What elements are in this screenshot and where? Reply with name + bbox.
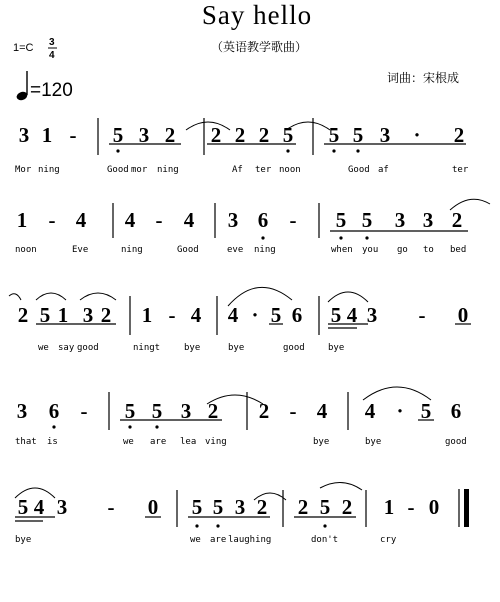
lyric: that [15, 437, 37, 447]
note: 3 [82, 303, 94, 327]
rest: 0 [457, 303, 469, 327]
lyric: go [397, 245, 408, 255]
note: 2 [100, 303, 112, 327]
low-octave-dot [216, 524, 219, 527]
low-octave-dot [332, 149, 335, 152]
note: 4 [33, 495, 45, 519]
lyric: cry [380, 535, 397, 545]
note: 5 [39, 303, 51, 327]
note: 2 [453, 123, 465, 147]
lyric: ning [254, 245, 276, 255]
lyric: laughing [228, 535, 272, 545]
key-signature: 1=C [13, 42, 34, 54]
note: 3 [227, 208, 239, 232]
lyric: say [58, 343, 75, 353]
note: 2 [234, 123, 246, 147]
lyric: bye [184, 343, 201, 353]
note: 3 [422, 208, 434, 232]
note: 2 [258, 123, 270, 147]
system-5 [15, 482, 469, 545]
low-octave-dot [155, 425, 158, 428]
lyric: bed [450, 245, 467, 255]
note: 6 [48, 399, 60, 423]
note: 2 [258, 399, 270, 423]
note: 2 [207, 399, 219, 423]
dash: - [407, 495, 415, 519]
lyric: to [423, 245, 434, 255]
note: 3 [16, 399, 28, 423]
note: 4 [124, 208, 136, 232]
system-4 [15, 387, 467, 447]
note: 5 [361, 208, 373, 232]
low-octave-dot [286, 149, 289, 152]
low-octave-dot [128, 425, 131, 428]
note: 3 [180, 399, 192, 423]
dash: - [289, 399, 297, 423]
low-octave-dot [365, 236, 368, 239]
lyric: you [362, 245, 379, 255]
rest: 0 [147, 495, 159, 519]
note: 5 [17, 495, 29, 519]
tie [9, 294, 21, 300]
note: 2 [164, 123, 176, 147]
lyric: good [445, 437, 467, 447]
lyric: don't [311, 535, 339, 545]
note: 5 [328, 123, 340, 147]
low-octave-dot [116, 149, 119, 152]
quarter-note-icon [15, 71, 28, 102]
song-title: Say hello [201, 0, 313, 30]
note: 5 [352, 123, 364, 147]
lyric: Eve [72, 245, 89, 255]
note: 5 [335, 208, 347, 232]
slur [328, 292, 368, 302]
dash: - [48, 208, 56, 232]
low-octave-dot [339, 236, 342, 239]
time-signature-top: 3 [49, 37, 55, 48]
lyric: eve [227, 245, 244, 255]
note: 2 [17, 303, 29, 327]
lyric: bye [313, 437, 330, 447]
note: 4 [190, 303, 202, 327]
lyric: ning [157, 165, 179, 175]
lyric: ning [38, 165, 60, 175]
dash: - [418, 303, 426, 327]
note: 5 [330, 303, 342, 327]
note: 5 [319, 495, 331, 519]
note: 3 [56, 495, 68, 519]
note: 1 [57, 303, 69, 327]
dash: - [155, 208, 163, 232]
note: 1 [141, 303, 153, 327]
note: 5 [151, 399, 163, 423]
lyric: good [283, 343, 305, 353]
note: 6 [450, 399, 462, 423]
lyric: ningt [133, 343, 161, 353]
lyric: af [378, 165, 389, 175]
lyric: good [77, 343, 99, 353]
lyric: is [47, 437, 58, 447]
note: 6 [291, 303, 303, 327]
lyric: mor [131, 165, 148, 175]
lyric: Good [107, 165, 129, 175]
lyric: Good [348, 165, 370, 175]
dash: - [107, 495, 115, 519]
dash: - [69, 123, 77, 147]
note: 4 [346, 303, 358, 327]
lyric: ning [121, 245, 143, 255]
dot-augmentation: · [251, 303, 259, 327]
dash: - [80, 399, 88, 423]
lyric: Mor [15, 165, 32, 175]
lyric: bye [15, 535, 32, 545]
system-2 [15, 199, 490, 255]
note: 5 [420, 399, 432, 423]
lyric: are [150, 437, 167, 447]
lyric: we [38, 343, 49, 353]
low-octave-dot [195, 524, 198, 527]
note: 3 [234, 495, 246, 519]
lyric: Good [177, 245, 199, 255]
low-octave-dot [52, 425, 55, 428]
low-octave-dot [323, 524, 326, 527]
note: 5 [124, 399, 136, 423]
note: 5 [112, 123, 124, 147]
tempo-mark: =120 [30, 80, 73, 101]
lyric: are [210, 535, 227, 545]
note: 2 [210, 123, 222, 147]
system-3 [9, 287, 471, 353]
note: 4 [183, 208, 195, 232]
lyric: when [331, 245, 353, 255]
time-signature-bottom: 4 [49, 50, 55, 61]
credit: 词曲：宋根成 [387, 71, 460, 85]
note: 3 [379, 123, 391, 147]
note: 2 [341, 495, 353, 519]
lyric: we [190, 535, 201, 545]
dash: - [168, 303, 176, 327]
note: 2 [451, 208, 463, 232]
lyric: bye [328, 343, 345, 353]
note: 1 [383, 495, 395, 519]
rest: 0 [428, 495, 440, 519]
note: 2 [256, 495, 268, 519]
low-octave-dot [356, 149, 359, 152]
final-barline-thick [464, 489, 469, 527]
slur [36, 293, 66, 300]
note: 3 [18, 123, 30, 147]
note: 4 [316, 399, 328, 423]
lyric: ving [205, 437, 227, 447]
low-octave-dot [261, 236, 264, 239]
note: 4 [227, 303, 239, 327]
note: 6 [257, 208, 269, 232]
note: 1 [41, 123, 53, 147]
song-subtitle: （英语教学歌曲） [210, 40, 308, 54]
tie [186, 122, 230, 130]
note: 5 [212, 495, 224, 519]
lyric: noon [15, 245, 37, 255]
system-1 [15, 118, 469, 175]
lyric: ter [255, 165, 272, 175]
note: 3 [366, 303, 378, 327]
lyric: ter [452, 165, 469, 175]
note: 5 [282, 123, 294, 147]
lyric: noon [279, 165, 301, 175]
lyric: Af [232, 165, 243, 175]
dot-augmentation: · [396, 399, 404, 423]
slur [80, 293, 116, 300]
dash: - [289, 208, 297, 232]
slur [320, 482, 362, 490]
dot-augmentation: · [413, 123, 421, 147]
note: 5 [270, 303, 282, 327]
lyric: lea [180, 437, 197, 447]
note: 4 [364, 399, 376, 423]
lyric: we [123, 437, 134, 447]
lyric: bye [228, 343, 245, 353]
note: 5 [191, 495, 203, 519]
note: 2 [297, 495, 309, 519]
note: 1 [16, 208, 28, 232]
note: 3 [138, 123, 150, 147]
note: 3 [394, 208, 406, 232]
note: 4 [75, 208, 87, 232]
lyric: bye [365, 437, 382, 447]
